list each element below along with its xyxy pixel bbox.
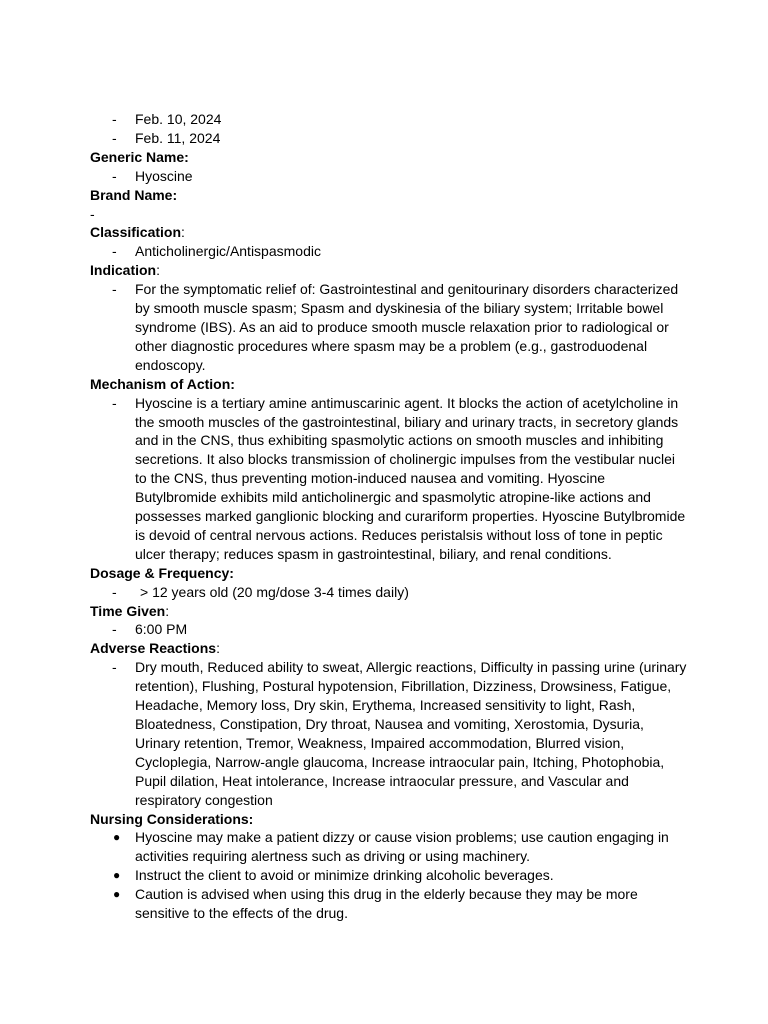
generic-name-item <box>90 167 690 186</box>
classification-item <box>90 242 690 261</box>
adverse-reactions-label: Adverse Reactions <box>90 640 217 657</box>
dash-marker: - <box>112 621 117 638</box>
classification-text: Anticholinergic/Antispasmodic <box>135 243 321 260</box>
dosage-text: > 12 years old (20 mg/dose 3-4 times daily) <box>140 583 409 600</box>
nursing-text: Instruct the client to avoid or minimize drinking alcoholic beverages. <box>135 867 554 884</box>
brand-name-heading: Brand Name: <box>90 186 178 203</box>
bullet-icon: ● <box>113 830 121 845</box>
classification-heading <box>90 223 690 242</box>
mechanism-item <box>90 394 690 564</box>
nursing-item <box>90 885 690 923</box>
mechanism-text: Hyoscine is a tertiary amine antimuscarinic agent. It blocks the action of acetylcholine in the smooth muscles of the gastrointestinal, biliary and urinary tracts, in secretory glands and in the CNS, thus exhibiting spasmolytic actions on smooth muscles and inhibiting secretions. It also blocks transmission of cholinergic impulses from the vestibular nuclei to the CNS, thus preventing motion-induced nausea and vomiting. Hyoscine Butylbromide exhibits mild anticholinergic and spasmolytic atropine-like actions and possesses marked ganglionic blocking and curariform properties. Hyoscine Butylbromide is devoid of central nervous actions. Reduces peristalsis without loss of tone in peptic ulcer therapy; reduces spasm in gastrointestinal, biliary, and renal conditions. <box>135 394 686 562</box>
nursing-text: Hyoscine may make a patient dizzy or cause vision problems; use caution engaging in activities requiring alertness such as driving or using machinery. <box>135 829 669 865</box>
bullet-icon: ● <box>113 868 121 883</box>
indication-heading <box>90 261 690 280</box>
classification-label: Classification <box>90 224 182 241</box>
date-text: Feb. 11, 2024 <box>135 129 221 146</box>
drug-card-document <box>90 110 690 923</box>
dash-marker: - <box>112 111 117 127</box>
indication-item <box>90 280 690 375</box>
dosage-heading: Dosage & Frequency: <box>90 564 234 581</box>
time-given-label: Time Given <box>90 602 166 619</box>
generic-name-text: Hyoscine <box>135 167 193 184</box>
date-item <box>90 129 690 148</box>
time-given-heading <box>90 602 690 621</box>
dosage-item <box>90 583 690 602</box>
date-item <box>90 110 690 129</box>
dash-marker: - <box>112 659 117 676</box>
adverse-reactions-colon: : <box>216 640 220 657</box>
indication-label: Indication <box>90 262 157 279</box>
indication-text: For the symptomatic relief of: Gastrointestinal and genitourinary disorders characterized by smooth muscle spasm; Spasm and dyskinesia of the biliary system; Irritable bowel syndrome (IBS). As an aid to produce smooth muscle relaxation prior to radiological or other diagnostic procedures where spasm may be a problem (e.g., gastroduodenal endoscopy. <box>135 281 679 373</box>
dash-marker: - <box>112 281 117 298</box>
time-given-text: 6:00 PM <box>135 621 188 638</box>
adverse-reactions-text: Dry mouth, Reduced ability to sweat, Allergic reactions, Difficulty in passing urine (urinary retention), Flushing, Postural hypotension, Fibrillation, Dizziness, Drowsiness, Fatigue, Headache, Memory loss, Dry skin, Erythema, Increased sensitivity to light, Rash, Bloatedness, Constipation, Dry throat, Nausea and vomiting, Xerostomia, Dysuria, Urinary retention, Tremor, Weakness, Impaired accommodation, Blurred vision, Cycloplegia, Narrow-angle glaucoma, Increase intraocular pain, Itching, Photophobia, Pupil dilation, Heat intolerance, Increase intraocular pressure, and Vascular and respiratory congestion <box>135 659 687 808</box>
dash-marker: - <box>112 243 117 260</box>
time-given-item <box>90 620 690 639</box>
mechanism-heading: Mechanism of Action: <box>90 375 235 392</box>
indication-colon: : <box>156 262 161 279</box>
nursing-item <box>90 828 690 866</box>
dash-marker: - <box>112 167 117 184</box>
nursing-considerations-heading: Nursing Considerations: <box>90 810 254 827</box>
nursing-text: Caution is advised when using this drug in the elderly because they may be more sensitive to the effects of the drug. <box>135 886 638 922</box>
adverse-reactions-item <box>90 658 690 809</box>
dash-marker: - <box>112 583 117 600</box>
dash-marker: - <box>112 394 117 411</box>
dash-marker: - <box>112 129 117 146</box>
generic-name-heading: Generic Name: <box>90 148 189 165</box>
bullet-icon: ● <box>113 887 121 902</box>
date-text: Feb. 10, 2024 <box>135 111 222 127</box>
brand-name-value: - <box>90 205 95 222</box>
classification-colon: : <box>181 224 185 241</box>
time-given-colon: : <box>165 602 170 619</box>
adverse-reactions-heading <box>90 639 690 658</box>
nursing-item <box>90 866 690 885</box>
